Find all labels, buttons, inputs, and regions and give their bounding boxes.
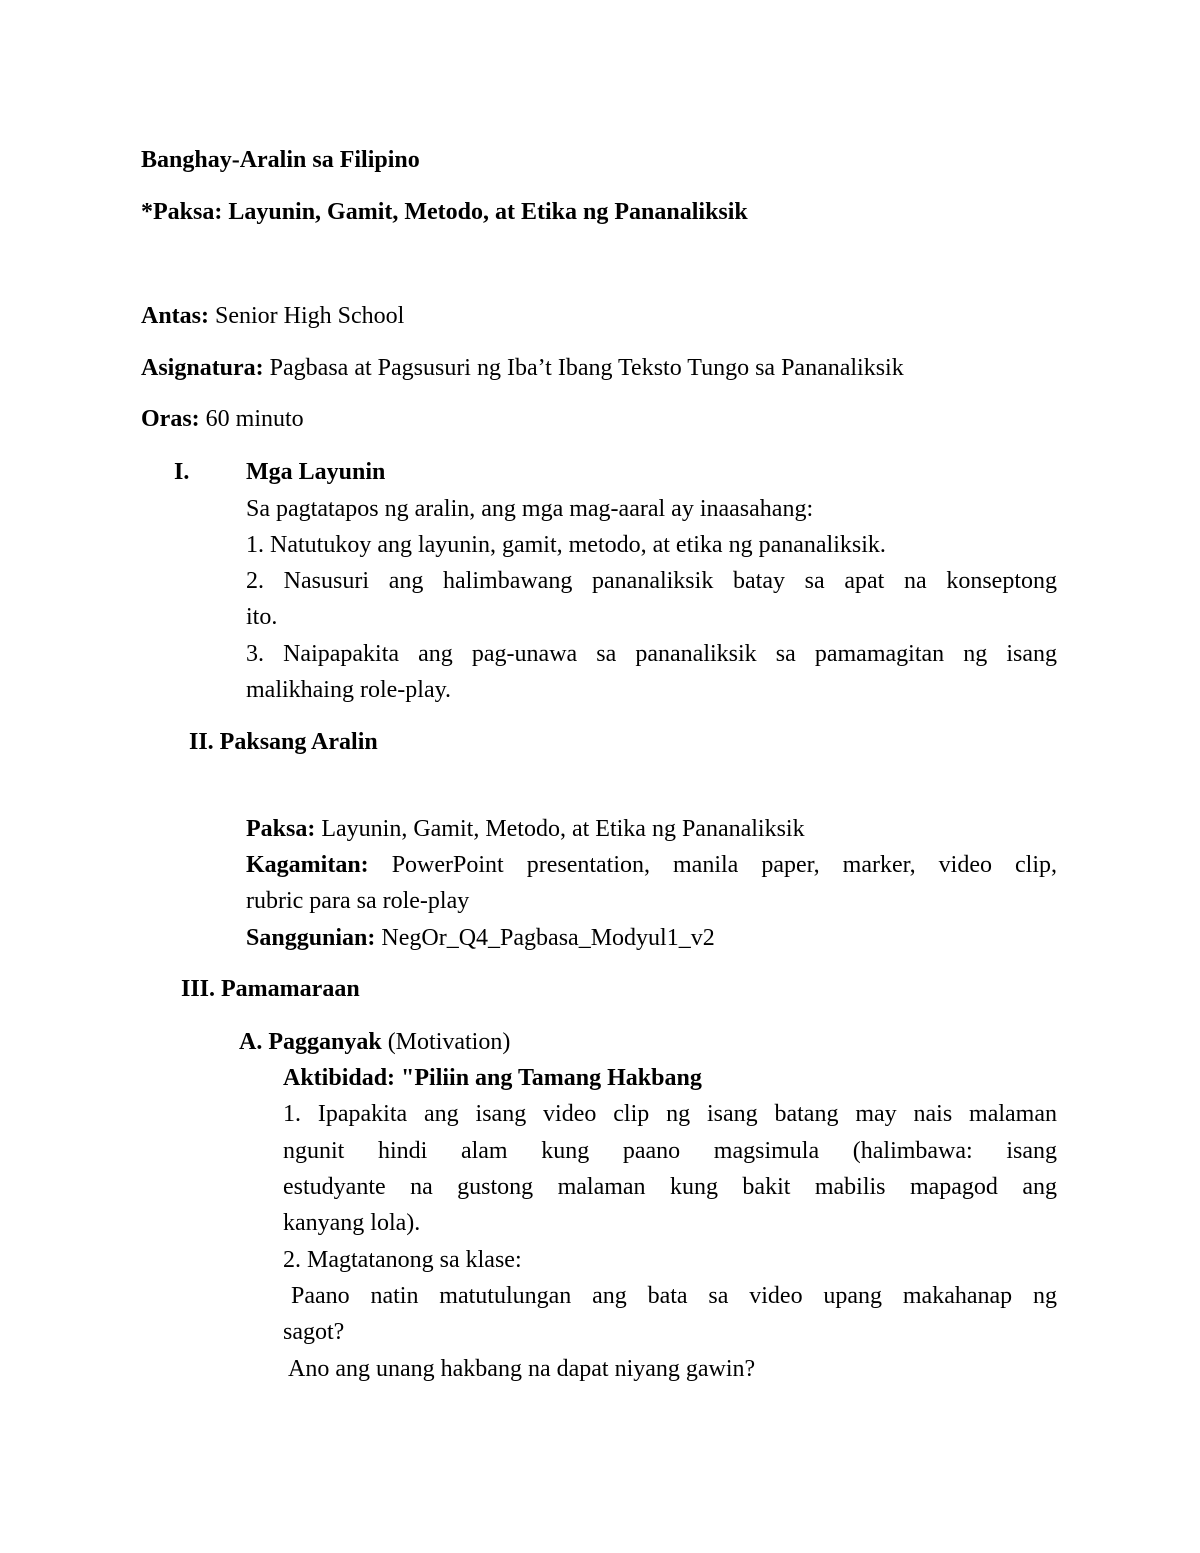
question1-line1: Paano natin matutulungan ang bata sa video upang makahanap ng xyxy=(291,1283,1057,1309)
question1-line2: sagot? xyxy=(283,1319,345,1345)
asignatura-line xyxy=(141,356,904,380)
paksa-value: Layunin, Gamit, Metodo, at Etika ng Pananaliksik xyxy=(321,816,805,842)
objective-1: 1. Natutukoy ang layunin, gamit, metodo, at etika ng pananaliksik. xyxy=(246,532,886,558)
kagamitan-label: Kagamitan: xyxy=(246,852,369,878)
objective-2-line1: 2. Nasusuri ang halimbawang pananaliksik batay sa apat na konseptong xyxy=(246,568,1057,594)
kagamitan-line xyxy=(246,853,1057,877)
kagamitan-value-1: PowerPoint presentation, manila paper, marker, video clip, xyxy=(391,852,1058,878)
kagamitan-line2: rubric para sa role-play xyxy=(246,888,470,914)
activity-title: Aktibidad: "Piliin ang Tamang Hakbang xyxy=(283,1065,702,1091)
step2: 2. Magtatanong sa klase: xyxy=(283,1247,522,1273)
step1-line1: 1. Ipapakita ang isang video clip ng isang batang may nais malaman xyxy=(283,1101,1057,1127)
asignatura-value: Pagbasa at Pagsusuri ng Iba’t Ibang Teksto Tungo sa Pananaliksik xyxy=(269,355,904,381)
objective-3-line1: 3. Naipapakita ang pag-unawa sa pananaliksik sa pamamagitan ng isang xyxy=(246,641,1057,667)
asignatura-label: Asignatura: xyxy=(141,355,264,381)
oras-value: 60 minuto xyxy=(205,406,304,432)
paksa-line xyxy=(246,817,805,841)
subsection-a-paren: (Motivation) xyxy=(387,1029,511,1055)
antas-value: Senior High School xyxy=(215,303,405,329)
section1-heading: Mga Layunin xyxy=(246,459,386,485)
antas-line xyxy=(141,304,404,328)
step1-line3: estudyante na gustong malaman kung bakit mabilis mapagod ang xyxy=(283,1174,1057,1200)
objective-2-line2: ito. xyxy=(246,604,278,630)
step1-line4: kanyang lola). xyxy=(283,1210,421,1236)
antas-label: Antas: xyxy=(141,303,210,329)
section1-numeral: I. xyxy=(174,459,190,485)
sanggunian-line xyxy=(246,926,715,950)
section1-intro: Sa pagtatapos ng aralin, ang mga mag-aaral ay inaasahang: xyxy=(246,496,814,522)
question2: Ano ang unang hakbang na dapat niyang gawin? xyxy=(288,1356,756,1382)
oras-line xyxy=(141,407,304,431)
step1-line2: ngunit hindi alam kung paano magsimula (halimbawa: isang xyxy=(283,1138,1057,1164)
oras-label: Oras: xyxy=(141,406,200,432)
objective-3-line2: malikhaing role-play. xyxy=(246,677,452,703)
sanggunian-label: Sanggunian: xyxy=(246,925,376,951)
paksa-label: Paksa: xyxy=(246,816,316,842)
section3-heading: III. Pamamaraan xyxy=(181,976,360,1002)
section2-heading: II. Paksang Aralin xyxy=(189,729,378,755)
document-title: Banghay-Aralin sa Filipino xyxy=(141,147,420,173)
document-subject: *Paksa: Layunin, Gamit, Metodo, at Etika ng Pananaliksik xyxy=(141,199,748,225)
subsection-a-heading: A. Pagganyak (Motivation) xyxy=(239,1029,511,1055)
sanggunian-value: NegOr_Q4_Pagbasa_Modyul1_v2 xyxy=(381,925,715,951)
